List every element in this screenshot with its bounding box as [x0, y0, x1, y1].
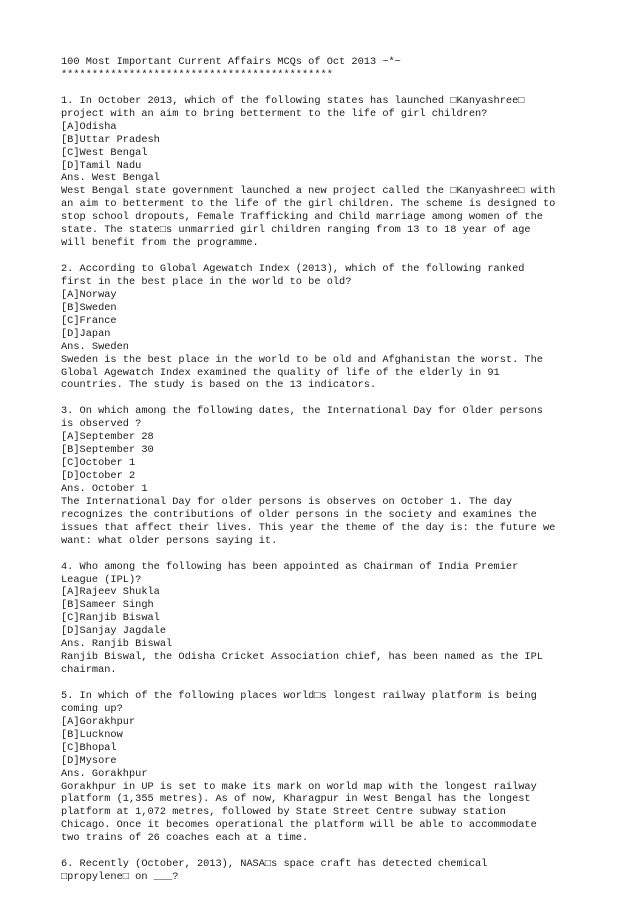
answer-option: [A]Norway [61, 288, 117, 301]
spacer [61, 82, 581, 95]
question-block [61, 858, 581, 884]
explanation-text: West Bengal state government launched a new project called the □Kanyashree□ with [61, 185, 556, 198]
question-text: 5. In which of the following places world□s longest railway platform is being [61, 689, 537, 702]
answer-option: [D]October 2 [61, 470, 136, 482]
explanation-text: two trains of 26 coaches each at a time. [61, 832, 309, 845]
answer-option: [D]Mysore [61, 754, 117, 767]
answer-option: [C]West Bengal [61, 146, 148, 159]
explanation-text: state. The state□s unmarried girl children ranging from 13 to 18 year of age [61, 224, 531, 237]
answer-option: [A]Gorakhpur [61, 715, 136, 728]
answer-option: [D]Tamil Nadu [61, 159, 142, 172]
question-text: League (IPL)? [61, 573, 142, 586]
explanation-text: Ranjib Biswal, the Odisha Cricket Association chief, has been named as the IPL [61, 651, 543, 664]
explanation-text: an aim to betterment to the life of the girl children. The scheme is designed to [61, 198, 556, 211]
question-text: first in the best place in the world to be old? [61, 275, 352, 288]
explanation-text: want: what older persons saying it. [61, 534, 278, 547]
question-text: 1. In October 2013, which of the following states has launched □Kanyashree□ [61, 94, 525, 107]
explanation-text: Chicago. Once it becomes operational the platform will be able to accommodate [61, 819, 537, 832]
explanation-text: chairman. [61, 664, 117, 677]
explanation-text: recognizes the contributions of older persons in the society and examines the [61, 508, 537, 521]
explanation-text: countries. The study is based on the 13 indicators. [61, 379, 377, 392]
answer-line: Ans. West Bengal [61, 172, 160, 185]
spacer [61, 392, 581, 405]
answer-line: Ans. Gorakhpur [61, 767, 148, 780]
question-list [61, 95, 581, 884]
answer-option: [B]Lucknow [61, 728, 123, 741]
answer-option: [A]Odisha [61, 120, 117, 133]
question-text: 2. According to Global Agewatch Index (2013), which of the following ranked [61, 263, 525, 275]
spacer [61, 250, 581, 263]
question-text: 3. On which among the following dates, the International Day for Older persons [61, 405, 543, 418]
question-text: coming up? [61, 702, 123, 715]
question-block [61, 95, 581, 250]
explanation-text: platform at 1,072 metres, followed by State Street Centre subway station [61, 806, 506, 819]
question-text: project with an aim to bring betterment to the life of girl children? [61, 107, 488, 120]
question-block [61, 561, 581, 677]
answer-option: [C]Ranjib Biswal [61, 612, 160, 625]
answer-option: [B]September 30 [61, 444, 154, 457]
answer-option: [C]October 1 [61, 457, 136, 470]
answer-option: [A]September 28 [61, 431, 154, 444]
explanation-text: Sweden is the best place in the world to be old and Afghanistan the worst. The [61, 353, 543, 366]
answer-option: [C]Bhopal [61, 741, 117, 754]
answer-option: [B]Uttar Pradesh [61, 133, 160, 146]
answer-option: [A]Rajeev Shukla [61, 586, 160, 599]
answer-option: [B]Sweden [61, 301, 117, 314]
explanation-text: Global Agewatch Index examined the quality of life of the elderly in 91 [61, 366, 500, 379]
question-text: □propylene□ on ___? [61, 871, 179, 884]
question-block [61, 690, 581, 845]
question-block [61, 263, 581, 392]
explanation-text: Gorakhpur in UP is set to make its mark on world map with the longest railway [61, 780, 537, 793]
question-block [61, 405, 581, 547]
title-separator: ******************************************** [61, 68, 333, 81]
answer-option: [D]Japan [61, 327, 111, 340]
explanation-text: platform (1,355 metres). As of now, Kharagpur in West Bengal has the longest [61, 793, 531, 806]
answer-option: [B]Sameer Singh [61, 599, 154, 612]
answer-option: [C]France [61, 314, 117, 327]
answer-line: Ans. Sweden [61, 340, 129, 353]
question-text: 4. Who among the following has been appointed as Chairman of India Premier [61, 560, 519, 573]
spacer [61, 845, 581, 858]
question-text: is observed ? [61, 418, 142, 431]
document-page [61, 56, 581, 884]
question-text: 6. Recently (October, 2013), NASA□s space craft has detected chemical [61, 858, 488, 871]
explanation-text: stop school dropouts, Female Trafficking and Child marriage among women of the [61, 211, 543, 224]
spacer [61, 548, 581, 561]
explanation-text: The International Day for older persons is observes on October 1. The day [61, 495, 513, 508]
explanation-text: issues that affect their lives. This year the theme of the day is: the future we [61, 521, 556, 534]
answer-line: Ans. October 1 [61, 482, 148, 495]
answer-line: Ans. Ranjib Biswal [61, 638, 173, 651]
spacer [61, 677, 581, 690]
explanation-text: will benefit from the programme. [61, 237, 259, 250]
document-title: 100 Most Important Current Affairs MCQs of Oct 2013 ~*~ [61, 56, 401, 68]
answer-option: [D]Sanjay Jagdale [61, 625, 167, 638]
